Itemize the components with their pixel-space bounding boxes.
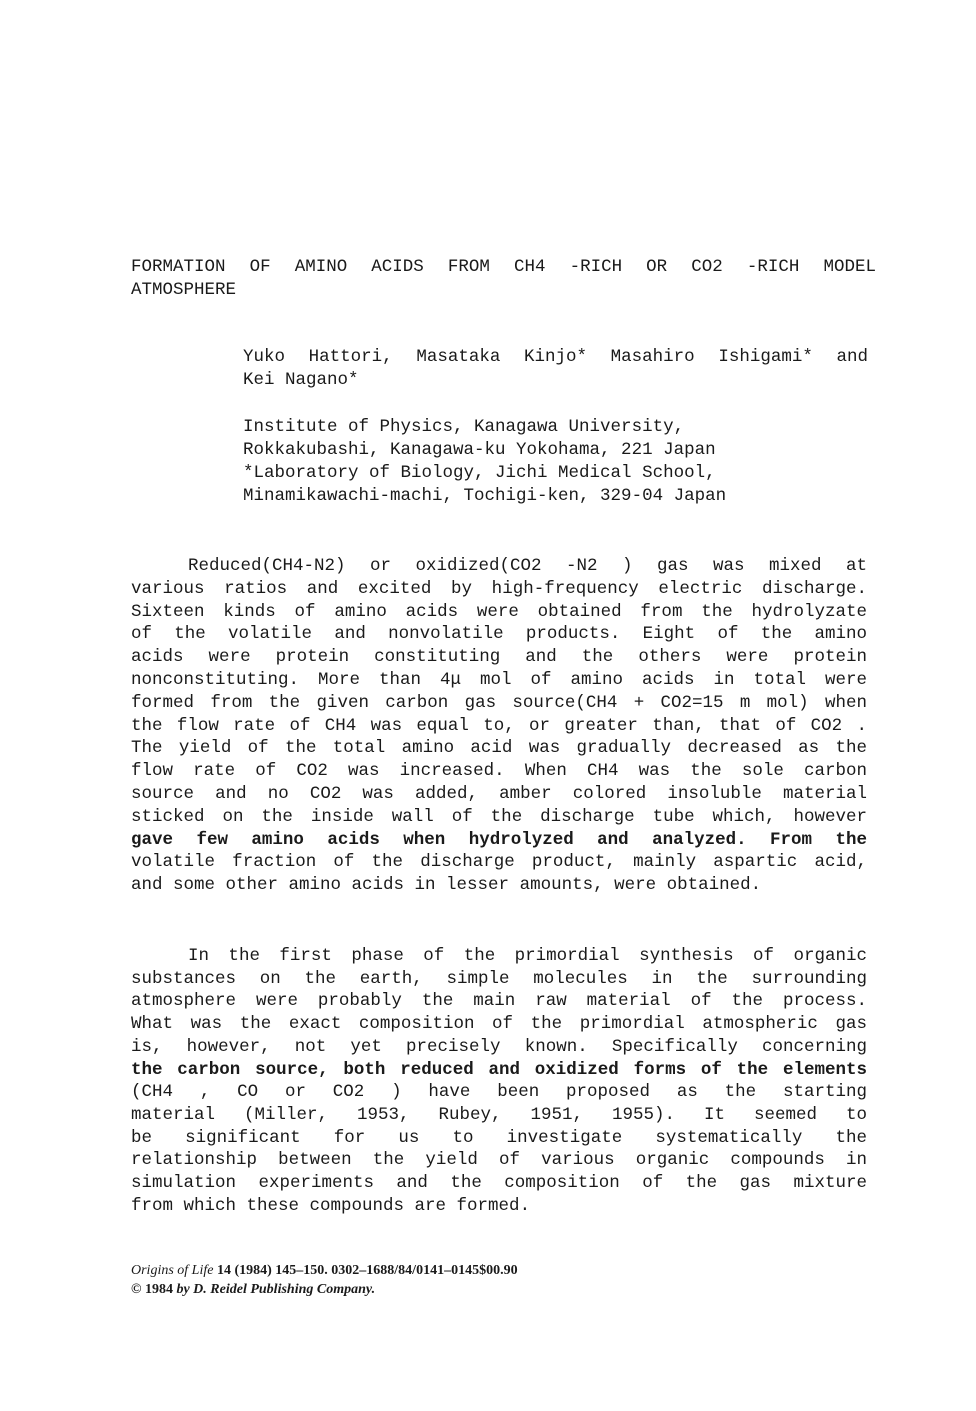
intro-line: relationship between the yield of various organic compounds in <box>131 1150 867 1171</box>
title-line-2: ATMOSPHERE <box>131 280 237 300</box>
introduction <box>131 945 867 1217</box>
citation-line <box>131 1261 651 1280</box>
title-word: CH4 <box>513 257 546 277</box>
abstract-line: nonconstituting. More than 4μ mol of amino acids in total were <box>131 669 867 690</box>
abstract-line: various ratios and excited by high-frequency electric discharge. <box>131 578 867 599</box>
abstract-line: acids were protein constituting and the others were protein <box>131 647 867 668</box>
intro-line: from which these compounds are formed. <box>131 1195 531 1216</box>
author-list <box>243 346 868 392</box>
title-word: OF <box>249 257 271 277</box>
journal-footer <box>131 1261 651 1299</box>
abstract-line: formed from the given carbon gas source(CH4 + CO2=15 m mol) when <box>131 692 867 713</box>
abstract-line: Sixteen kinds of amino acids were obtained from the hydrolyzate <box>131 601 867 622</box>
publisher-name: by D. Reidel Publishing Company. <box>176 1282 376 1297</box>
title-word: -RICH <box>569 257 623 277</box>
affiliation-line: Minamikawachi-machi, Tochigi-ken, 329-04 Japan <box>243 486 727 506</box>
abstract-line: and some other amino acids in lesser amounts, were obtained. <box>131 875 762 896</box>
abstract-line: flow rate of CO2 was increased. When CH4 was the sole carbon <box>131 761 867 782</box>
abstract-line: of the volatile and nonvolatile products. Eight of the amino <box>131 624 867 645</box>
journal-name: Origins of Life <box>131 1263 214 1278</box>
intro-line: is, however, not yet precisely known. Specifically concerning <box>131 1036 867 1057</box>
abstract-line: source and no CO2 was added, amber colored insoluble material <box>131 783 867 804</box>
affiliations <box>243 416 868 508</box>
intro-line: be significant for us to investigate systematically the <box>131 1127 867 1148</box>
abstract-line: the flow rate of CH4 was equal to, or greater than, that of CO2 . <box>131 715 867 736</box>
intro-line: substances on the earth, simple molecules in the surrounding <box>131 968 867 989</box>
intro-line: What was the exact composition of the primordial atmospheric gas <box>131 1014 867 1035</box>
author-line: Kei Nagano* <box>243 370 359 390</box>
title-word: OR <box>646 257 668 277</box>
title-word: -RICH <box>746 257 800 277</box>
copyright-line <box>131 1280 651 1299</box>
citation-details: 14 (1984) 145–150. 0302–1688/84/0141–0145$00.90 <box>216 1263 518 1278</box>
intro-line: In the first phase of the primordial synthesis of organic <box>188 946 867 966</box>
title-word: ACIDS <box>371 257 424 277</box>
title-line-1 <box>131 256 876 279</box>
intro-line: (CH4 , CO or CO2 ) have been proposed as the starting <box>131 1082 867 1103</box>
abstract-line: Reduced(CH4-N2) or oxidized(CO2 -N2 ) gas was mixed at <box>188 556 867 576</box>
title-word: FORMATION <box>131 257 226 277</box>
title-word: MODEL <box>823 257 876 277</box>
affiliation-line: Institute of Physics, Kanagawa University, <box>243 417 685 437</box>
title-word: AMINO <box>294 257 348 277</box>
title-word: FROM <box>447 257 490 277</box>
intro-line: simulation experiments and the composition of the gas mixture <box>131 1173 867 1194</box>
affiliation-line: Rokkakubashi, Kanagawa-ku Yokohama, 221 Japan <box>243 440 716 460</box>
intro-line: material (Miller, 1953, Rubey, 1951, 1955). It seemed to <box>131 1104 867 1125</box>
abstract-line: gave few amino acids when hydrolyzed and analyzed. From the <box>131 829 867 850</box>
title-word: CO2 <box>691 257 723 277</box>
abstract-line: sticked on the inside wall of the discharge tube which, however <box>131 806 867 827</box>
affiliation-line: *Laboratory of Biology, Jichi Medical School, <box>243 463 716 483</box>
abstract-line: The yield of the total amino acid was gradually decreased as the <box>131 738 867 759</box>
copyright-year: © 1984 <box>131 1282 173 1297</box>
abstract <box>131 555 867 897</box>
intro-line: atmosphere were probably the main raw material of the process. <box>131 991 867 1012</box>
paper-title <box>131 256 876 302</box>
author-line: Yuko Hattori, Masataka Kinjo* Masahiro Ishigami* and <box>243 347 868 367</box>
intro-line: the carbon source, both reduced and oxidized forms of the elements <box>131 1059 867 1080</box>
abstract-line: volatile fraction of the discharge product, mainly aspartic acid, <box>131 852 867 873</box>
